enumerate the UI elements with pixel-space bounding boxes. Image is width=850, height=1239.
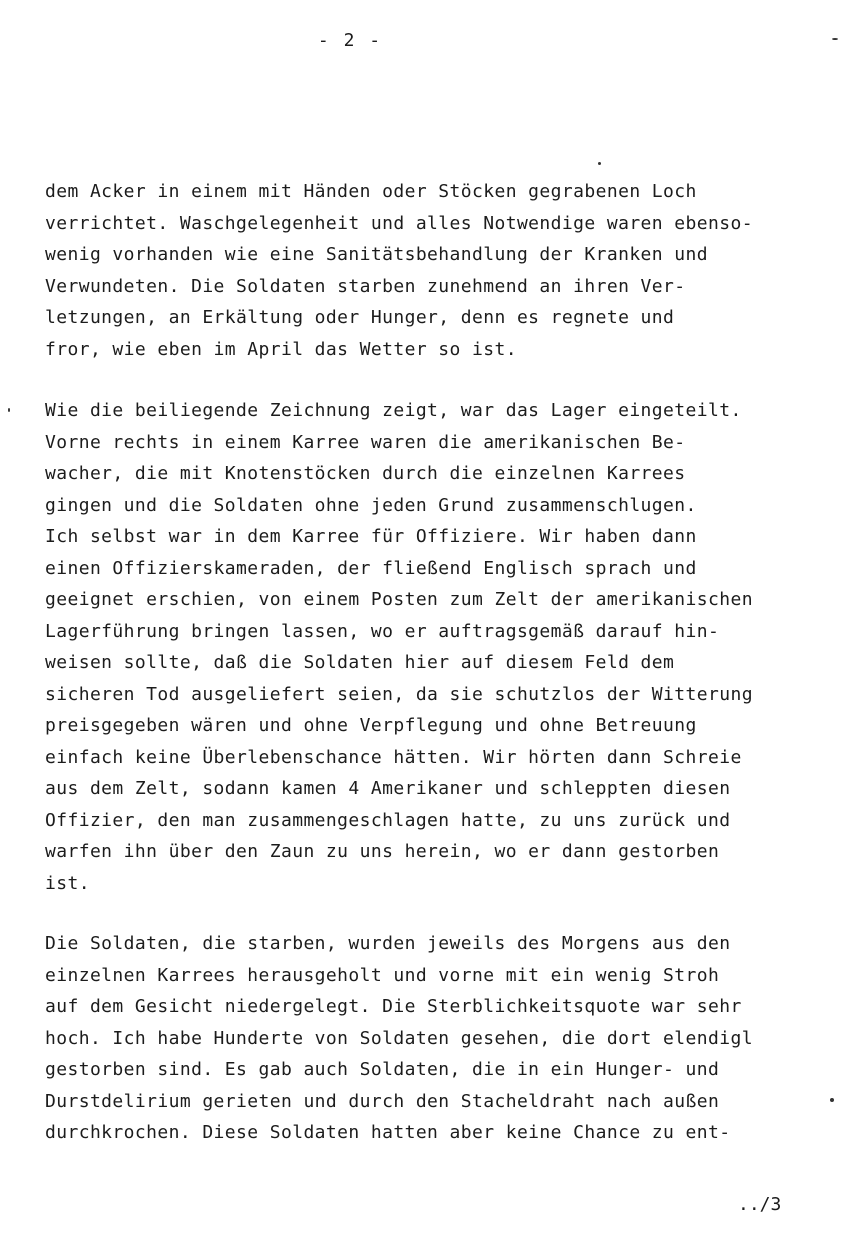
scan-speck <box>832 38 838 40</box>
paragraph-3 <box>45 928 835 1149</box>
continuation-marker: ../3 <box>738 1194 782 1215</box>
text-line: letzungen, an Erkältung oder Hunger, denn es regnete und <box>45 307 675 328</box>
text-line: gestorben sind. Es gab auch Soldaten, die in ein Hunger- und <box>45 1059 720 1080</box>
text-line: aus dem Zelt, sodann kamen 4 Amerikaner und schleppten diesen <box>45 778 731 799</box>
text-line: einen Offizierskameraden, der fließend Englisch sprach und <box>45 557 697 579</box>
text-line: wacher, die mit Knotenstöcken durch die einzelnen Karrees <box>45 463 686 484</box>
paragraph-2 <box>45 395 835 899</box>
text-line: Verwundeten. Die Soldaten starben zunehmend an ihren Ver- <box>45 275 686 297</box>
text-line: dem Acker in einem mit Händen oder Stöcken gegrabenen Loch <box>45 181 697 202</box>
text-line: auf dem Gesicht niedergelegt. Die Sterblichkeitsquote war sehr <box>45 996 742 1017</box>
text-line: preisgegeben wären und ohne Verpflegung und ohne Betreuung <box>45 715 697 736</box>
text-line: geeignet erschien, von einem Posten zum Zelt der amerikanischen <box>45 589 753 610</box>
scan-speck <box>598 162 601 165</box>
text-line: weisen sollte, daß die Soldaten hier auf diesem Feld dem <box>45 652 675 673</box>
scan-speck <box>830 1098 834 1102</box>
text-line: einfach keine Überlebenschance hätten. Wir hörten dann Schreie <box>45 746 742 768</box>
paragraph-1 <box>45 176 835 365</box>
scan-speck <box>8 408 10 412</box>
page-number: - 2 - <box>317 30 383 51</box>
text-line: Ich selbst war in dem Karree für Offiziere. Wir haben dann <box>45 526 697 547</box>
text-line: Offizier, den man zusammengeschlagen hatte, zu uns zurück und <box>45 809 731 831</box>
text-line: gingen und die Soldaten ohne jeden Grund zusammenschlugen. <box>45 494 697 516</box>
text-line: durchkrochen. Diese Soldaten hatten aber keine Chance zu ent- <box>45 1122 731 1143</box>
text-line: einzelnen Karrees herausgeholt und vorne mit ein wenig Stroh <box>45 964 720 986</box>
text-line: Lagerführung bringen lassen, wo er auftragsgemäß darauf hin- <box>45 620 720 642</box>
text-line: hoch. Ich habe Hunderte von Soldaten gesehen, die dort elendigl <box>45 1027 753 1049</box>
text-line: Vorne rechts in einem Karree waren die amerikanischen Be- <box>45 431 686 453</box>
text-line: Wie die beiliegende Zeichnung zeigt, war das Lager eingeteilt. <box>45 400 742 421</box>
text-line: ist. <box>45 872 90 894</box>
text-line: fror, wie eben im April das Wetter so ist. <box>45 338 517 360</box>
text-line: warfen ihn über den Zaun zu uns herein, wo er dann gestorben <box>45 841 720 862</box>
text-line: Durstdelirium gerieten und durch den Stacheldraht nach außen <box>45 1090 720 1112</box>
text-line: Die Soldaten, die starben, wurden jeweils des Morgens aus den <box>45 933 731 954</box>
text-line: sicheren Tod ausgeliefert seien, da sie schutzlos der Witterung <box>45 683 753 705</box>
text-line: wenig vorhanden wie eine Sanitätsbehandlung der Kranken und <box>45 244 708 265</box>
text-line: verrichtet. Waschgelegenheit und alles Notwendige waren ebenso- <box>45 212 753 234</box>
